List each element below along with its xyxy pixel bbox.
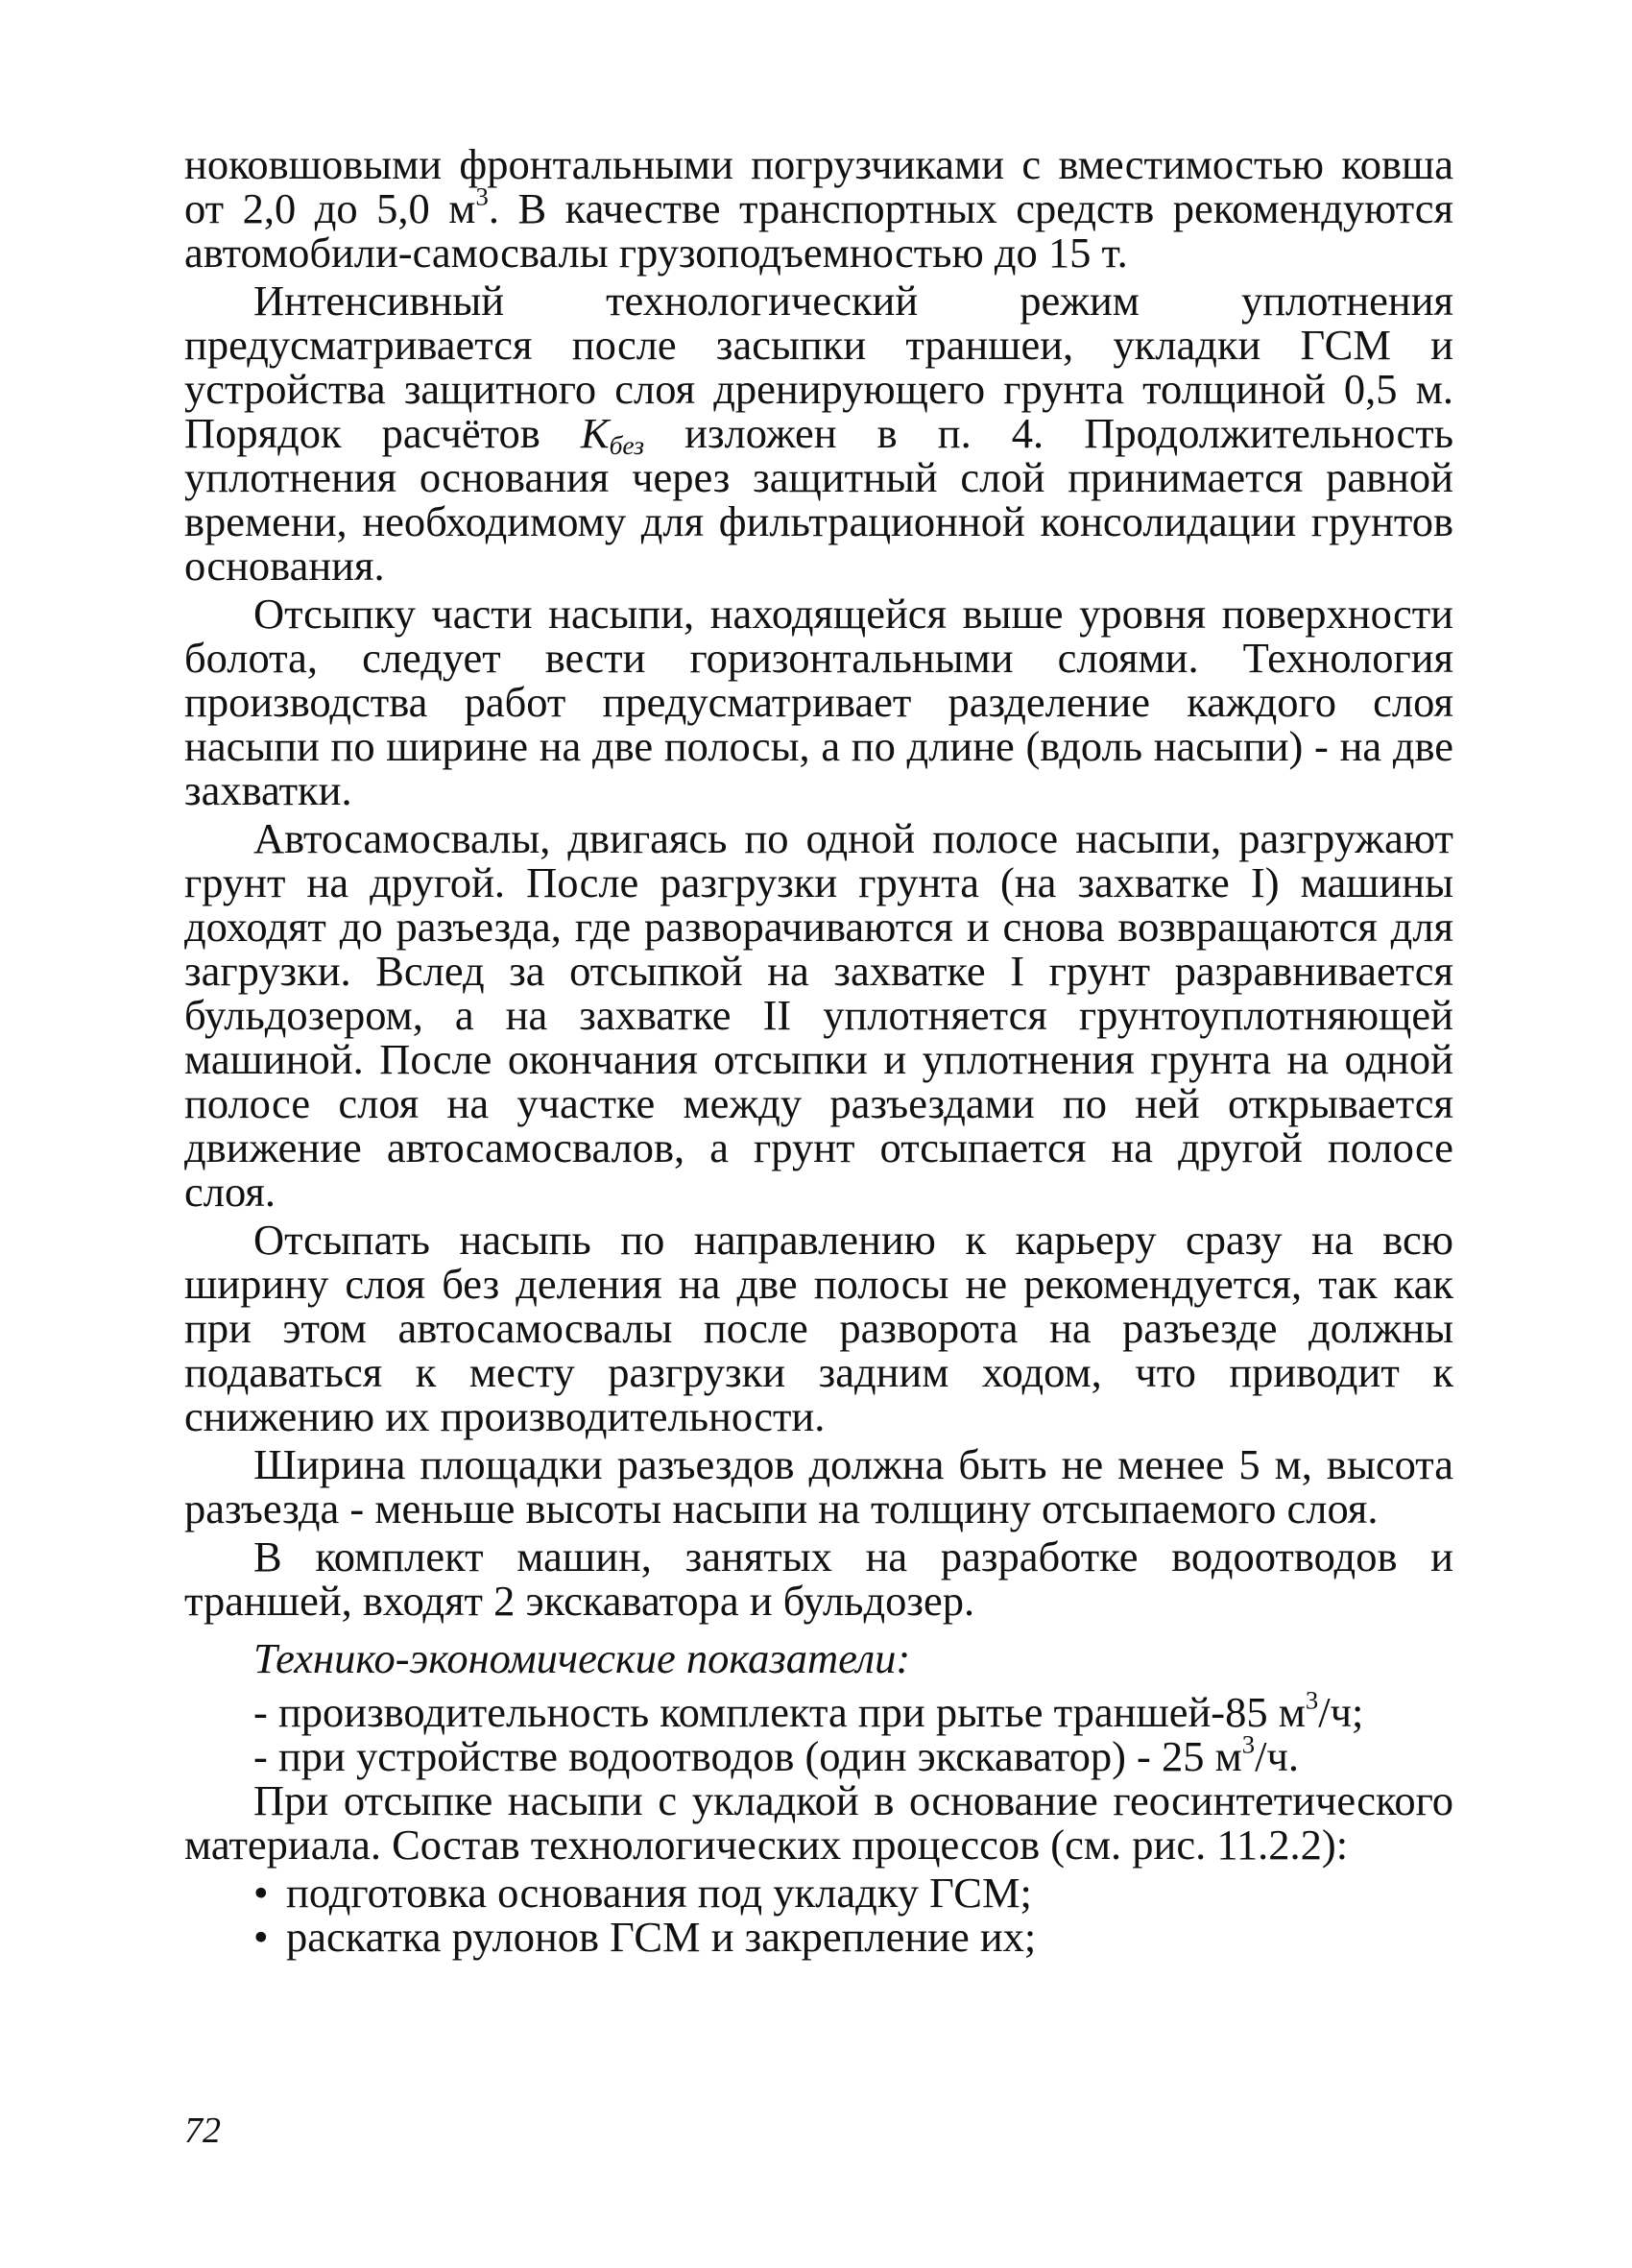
paragraph-compaction xyxy=(184,278,1453,588)
indicator-unit: /ч; xyxy=(1318,1688,1364,1736)
symbol-k: K xyxy=(580,409,610,457)
page-body xyxy=(184,142,1453,1959)
bullet-text: подготовка основания под укладку ГСМ; xyxy=(286,1869,1032,1917)
bullet-item xyxy=(253,1915,1453,1959)
subscript: без xyxy=(609,429,645,460)
bullet-icon: • xyxy=(253,1869,269,1917)
bullet-text: раскатка рулонов ГСМ и закрепление их; xyxy=(286,1913,1037,1961)
superscript: 3 xyxy=(1305,1685,1319,1715)
bullet-item xyxy=(253,1870,1453,1915)
paragraph-passing-area: Ширина площадки разъездов должна быть не менее 5 м, высота разъезда - меньше высоты насыпи на толщину отсыпаемого слоя. xyxy=(184,1440,1453,1532)
paragraph-geosynthetic: При отсыпке насыпи с укладкой в основание геосинтетического материала. Состав технологических процессов (см. рис. 11.2.2): xyxy=(184,1776,1453,1869)
indicator-unit: /ч. xyxy=(1255,1732,1299,1780)
paragraph-dump-trucks: Автосамосвалы, двигаясь по одной полосе насыпи, разгружают грунт на другой. После разгрузки грунта (на захватке I) машины доходят до разъезда, где разворачиваются и снова возвращаются для загрузки. Вслед за отсыпкой на захватке I грунт разравнивается бульдозером, а на захватке II уплотняется грунтоуплотняющей машиной. После окончания отсыпки и уплотнения грунта на одной полосе слоя на участке между разъездами по ней открывается движение автосамосвалов, а грунт отсыпается на другой полосе слоя. xyxy=(184,814,1453,1216)
paragraph-text: ноковшовыми фронтальными погрузчиками с вместимостью ковша от 2,0 до 5,0 м xyxy=(184,140,1453,232)
indicator-item xyxy=(253,1729,1453,1780)
indicator-text: - при устройстве водоотводов (один экскаватор) - 25 м xyxy=(253,1732,1242,1780)
paragraph-text: . В качестве транспортных средств рекомендуются автомобили-самосвалы грузоподъемностью до 15 т. xyxy=(184,184,1453,277)
paragraph-machine-set: В комплект машин, занятых на разработке водоотводов и траншей, входят 2 экскаватора и бульдозер. xyxy=(184,1532,1453,1625)
indicator-item xyxy=(253,1685,1453,1736)
superscript: 3 xyxy=(1241,1729,1256,1759)
bullet-icon: • xyxy=(253,1913,269,1961)
superscript: 3 xyxy=(475,181,489,211)
paragraph-layers: Отсыпку части насыпи, находящейся выше уровня поверхности болота, следует вести горизонтальными слоями. Технология производства работ предусматривает разделение каждого слоя насыпи по ширине на две полосы, а по длине (вдоль насыпи) - на две захватки. xyxy=(184,590,1453,814)
page-number: 72 xyxy=(184,2111,221,2151)
paragraph-loaders xyxy=(184,142,1453,275)
indicator-text: - производительность комплекта при рытье траншей-85 м xyxy=(253,1688,1306,1736)
indicators-heading: Технико-экономические показатели: xyxy=(253,1634,911,1682)
paragraph-full-width: Отсыпать насыпь по направлению к карьеру сразу на всю ширину слоя без деления на две полосы не рекомендуется, так как при этом автосамосвалы после разворота на разъезде должны подаваться к месту разгрузки задним ходом, что приводит к снижению их производительности. xyxy=(184,1216,1453,1440)
paragraph-text: Интенсивный технологический режим уплотнения предусматривается после засыпки траншеи, укладки ГСМ и устройства защитного слоя дренирующего грунта толщиной 0,5 м. Порядок расчётов xyxy=(184,277,1453,457)
paragraph-text: изложен в п. 4. Продолжительность уплотнения основания через защитный слой принимается равной времени, необходимому для фильтрационной консолидации грунтов основания. xyxy=(184,409,1453,590)
